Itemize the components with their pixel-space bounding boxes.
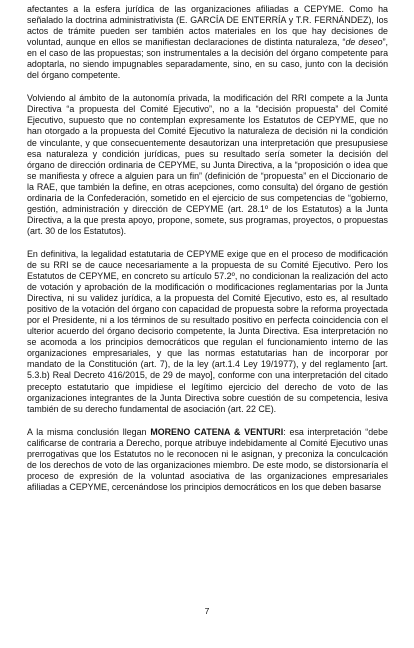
text-run: MORENO CATENA & VENTURI [150,426,284,437]
text-run: afectantes a la esfera jurídica de las organizaciones afiliadas a CEPYME. Como ha señalado la doctrina administrativista (E. GARCÍA DE ENTERRÍA y T.R. FERNÁNDEZ), los actos de trámite pueden ser también actos materiales en los que hay decisiones de voluntad, aunque en ellos se manifiestan declaraciones de distinta naturaleza, “ [27,4,388,48]
text-run: En definitiva, la legalidad estatutaria de CEPYME exige que en el proceso de modificación de su RRI se de cauce necesariamente a la propuesta de su Comité Ejecutivo. Pero los Estatutos de CEPYME, en concreto su artículo 57.2º, no condicionan la realización del acto de votación y aprobación de la modificación o modificaciones reglamentarias por la Junta Directiva, ni su validez jurídica, a la propuesta del Comité Ejecutivo, esto es, al resultado positivo de la votación del órgano con capacidad de propuesta sobre la reforma proyectada por el Presidente, ni a los términos de su resultado positivo en perfecta coincidencia con el ulterior acuerdo del órgano decisorio competente, la Junta Directiva. Esa interpretación no se acomoda a los principios democráticos que regulan el funcionamiento interno de las organizaciones empresariales, y que las normas estatutarias han de incorporar por mandato de la Constitución (art. 7), de la ley (art.1.4 Ley 19/1977), y del reglamento [art. 5.3.b) Real Decreto 416/2015, de 29 de mayo], conforme con una interpretación del citado precepto estatutario que impidiese el legítimo ejercicio del derecho de voto de las organizaciones integrantes de la Junta Directiva sobre cuestión de su competencia, lesiva también de su derecho fundamental de asociación (art. 22 CE). [27,248,388,414]
text-run: : esa interpretación “debe calificarse de contraria a Derecho, porque atribuye indebidamente al Comité Ejecutivo unas prerrogativas que los Estatutos no le reconocen ni le asignan, y preconiza la conculcación de los derechos de voto de las organizaciones miembro. De este modo, se distorsionaría el proceso de expresión de la voluntad asociativa de las organizaciones empresariales afiliadas a CEPYME, cercenándose los principios democráticos en los que deben basarse [27,426,388,492]
paragraph-2 [27,93,388,237]
text-run: Volviendo al ámbito de la autonomía privada, la modificación del RRI compete a la Junta Directiva “a propuesta del Comité Ejecutivo”, no a la “decisión propuesta” del Comité Ejecutivo, supuesto que no contemplan expresamente los Estatutos de CEPYME, que no han otorgado a la propuesta del Comité Ejecutivo la naturaleza de decisión ni la condición de vinculante, y que consecuentemente desautorizan una interpretación que presupusiese esa naturaleza y condición jurídicas, pues su resultado sería someter la decisión del órgano de dirección ordinaria de CEPYME, su Junta Directiva, a la “proposición o idea que se manifiesta y ofrece a alguien para un fin” (definición de “propuesta” en el Diccionario de la RAE, que también la define, en otras acepciones, como consulta) del órgano de gestión ordinaria de la Confederación, sometido en el ejercicio de sus competencias de “gobierno, gestión, administración y dirección de CEPYME (art. 28.1º de los Estatutos) a la Junta Directiva, a la que presta apoyo, propone, somete, sus programas, proyectos, o propuestas (art. 30 de los Estatutos). [27,93,388,236]
paragraph-3 [27,249,388,415]
text-run: de deseo [345,37,383,48]
page-number: 7 [204,606,210,616]
paragraph-1 [27,4,388,81]
text-run: ”, en el caso de las propuestas; son instrumentales a la decisión del órgano competente para adoptarla, no siendo impugnables separadamente, sino, en su caso, junto con la decisión del órgano competente. [27,37,388,81]
paragraph-4 [27,427,388,493]
text-run: A la misma conclusión llegan [27,426,151,437]
